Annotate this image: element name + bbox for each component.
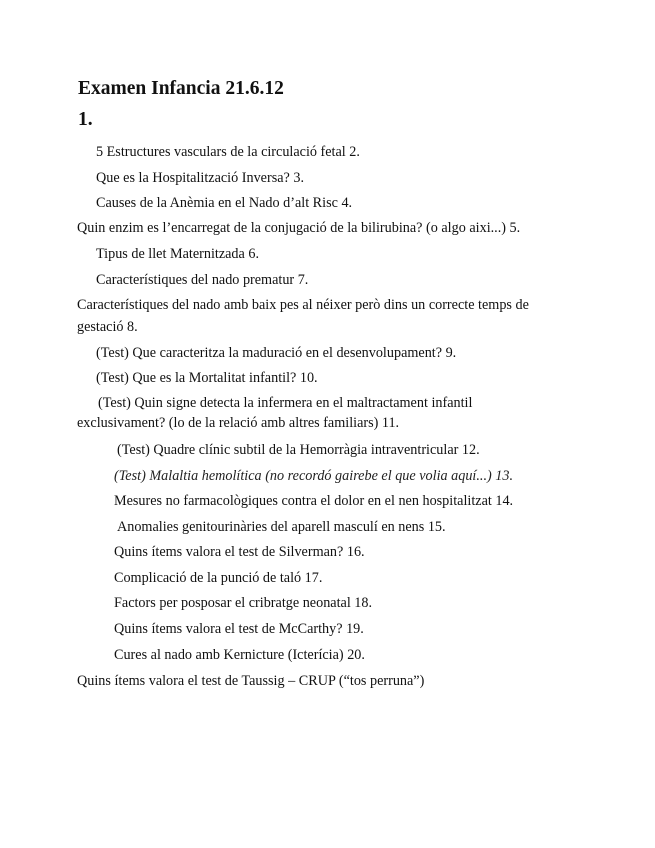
document-title: Examen Infancia 21.6.12 (78, 78, 284, 99)
question-line: Factors per posposar el cribratge neonatal 18. (114, 595, 373, 611)
question-line: Quins ítems valora el test de Silverman? 16. (114, 544, 365, 560)
question-line: Quins ítems valora el test de McCarthy? 19. (114, 621, 364, 637)
question-line: Complicació de la punció de taló 17. (114, 570, 323, 586)
question-line: (Test) Malaltia hemolítica (no recordó gairebe el que volia aquí...) 13. (114, 468, 514, 484)
question-line: Mesures no farmacològiques contra el dolor en el nen hospitalitzat 14. (114, 493, 514, 509)
section-number: 1. (78, 109, 93, 130)
question-line: (Test) Que caracteritza la maduració en el desenvolupament? 9. (96, 345, 457, 361)
question-line: Causes de la Anèmia en el Nado d’alt Risc 4. (96, 195, 353, 211)
question-line: (Test) Que es la Mortalitat infantil? 10. (96, 370, 318, 386)
question-line: (Test) Quadre clínic subtil de la Hemorràgia intraventricular 12. (117, 442, 480, 458)
question-line: gestació 8. (77, 319, 138, 335)
question-line: 5 Estructures vasculars de la circulació fetal 2. (96, 144, 360, 160)
question-line: exclusivament? (lo de la relació amb altres familiars) 11. (77, 415, 400, 431)
question-line: (Test) Quin signe detecta la infermera en el maltractament infantil (98, 395, 473, 411)
question-line: Cures al nado amb Kernicture (Icterícia) 20. (114, 647, 365, 663)
question-line: Anomalies genitourinàries del aparell masculí en nens 15. (117, 519, 446, 535)
question-line: Quin enzim es l’encarregat de la conjugació de la bilirubina? (o algo aixi...) 5. (77, 220, 521, 236)
question-line: Característiques del nado prematur 7. (96, 272, 309, 288)
question-line: Característiques del nado amb baix pes al néixer però dins un correcte temps de (77, 297, 529, 313)
question-line: Tipus de llet Maternitzada 6. (96, 246, 259, 262)
question-line: Que es la Hospitalització Inversa? 3. (96, 170, 305, 186)
question-line: Quins ítems valora el test de Taussig – CRUP (“tos perruna”) (77, 673, 425, 689)
